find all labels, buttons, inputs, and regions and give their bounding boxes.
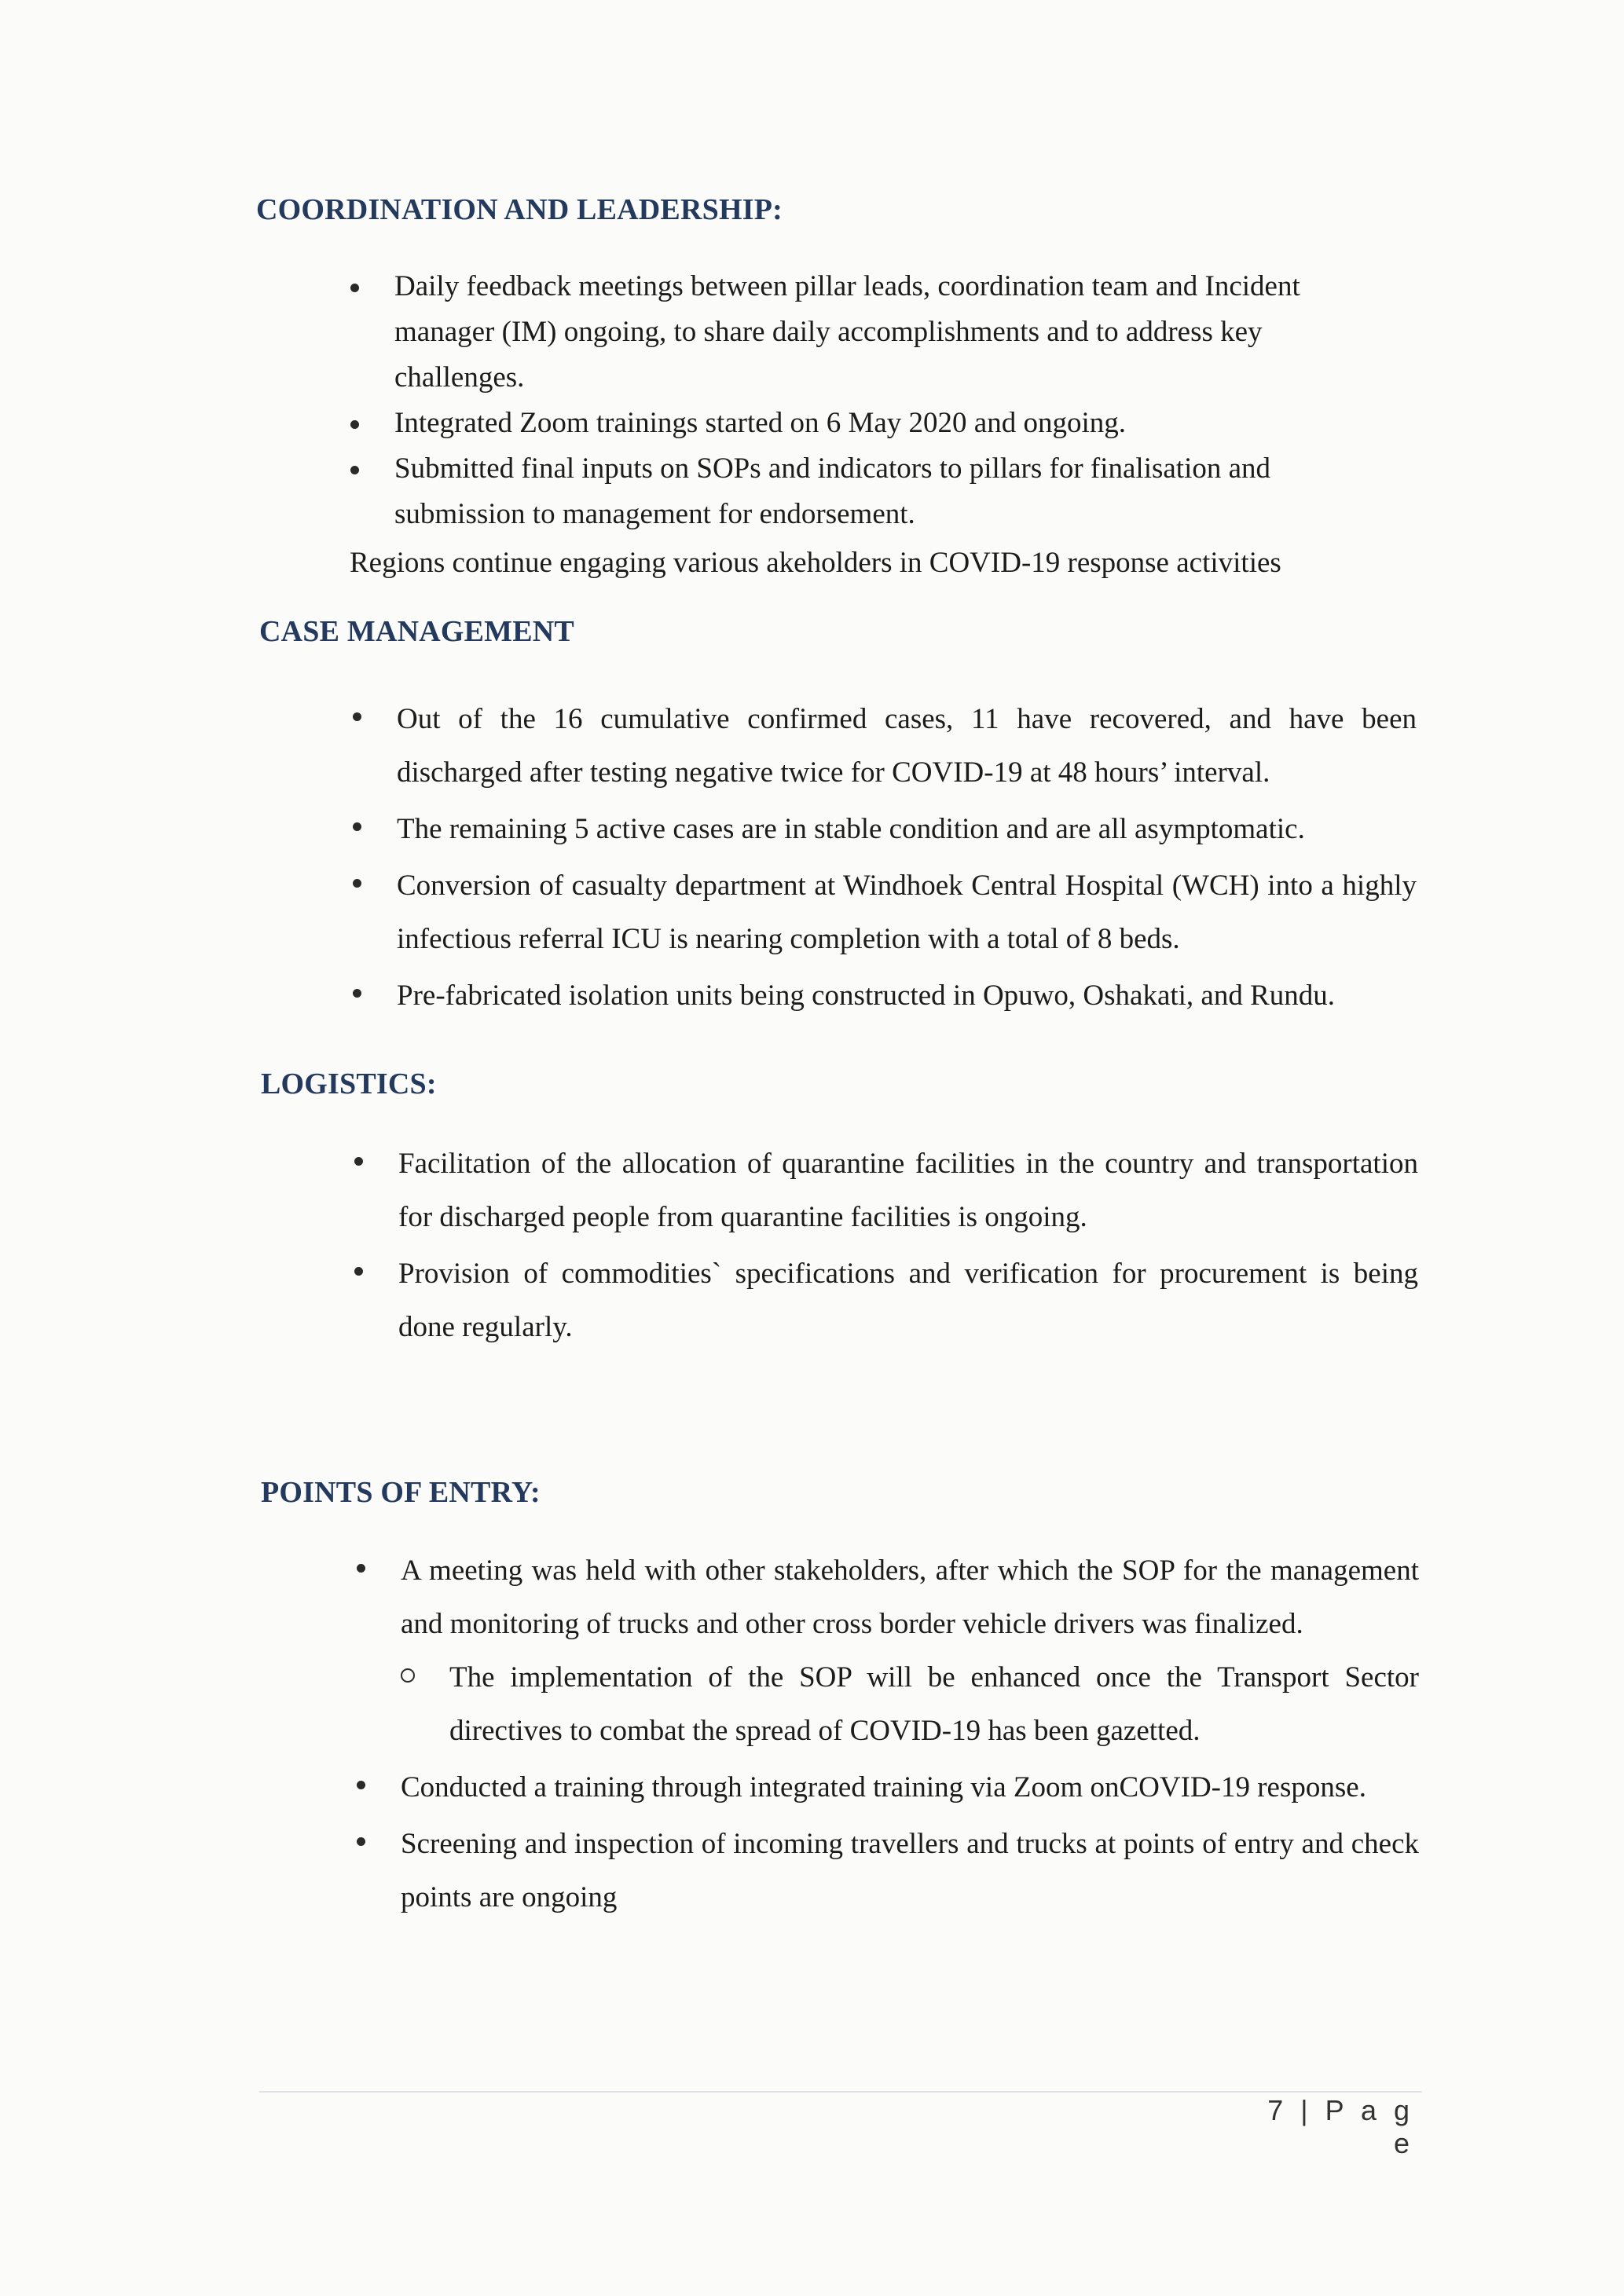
list-item: Facilitation of the allocation of quarantine facilities in the country and transportation for discharged people from quarantine facilities is ongoing.	[350, 1137, 1418, 1244]
list-item: Conducted a training through integrated training via Zoom onCOVID-19 response.	[352, 1761, 1419, 1814]
case-management-list	[348, 693, 1417, 1026]
coordination-list	[346, 264, 1359, 537]
logistics-list	[350, 1137, 1418, 1357]
bullet-icon	[353, 822, 361, 831]
section-heading-case-management: CASE MANAGEMENT	[259, 615, 574, 648]
circle-bullet-icon	[401, 1668, 415, 1683]
bullet-icon	[354, 1267, 363, 1276]
points-of-entry-list	[352, 1544, 1419, 1928]
bullet-icon	[354, 1157, 363, 1166]
list-item: The remaining 5 active cases are in stable condition and are all asymptomatic.	[348, 803, 1417, 856]
list-item: Conversion of casualty department at Windhoek Central Hospital (WCH) into a highly infectious referral ICU is nearing completion with a total of 8 beds.	[348, 859, 1417, 966]
list-item: Integrated Zoom trainings started on 6 May 2020 and ongoing.	[346, 401, 1359, 446]
footer-divider	[259, 2091, 1422, 2093]
section-heading-points-of-entry: POINTS OF ENTRY:	[261, 1476, 541, 1509]
list-item: Out of the 16 cumulative confirmed cases, 11 have recovered, and have been discharged after testing negative twice for COVID-19 at 48 hours’ interval.	[348, 693, 1417, 800]
list-item: Screening and inspection of incoming travellers and trucks at points of entry and check points are ongoing	[352, 1818, 1419, 1924]
bullet-icon	[357, 1564, 365, 1573]
bullet-icon	[350, 284, 359, 292]
bullet-icon	[350, 466, 359, 474]
list-item: Pre-fabricated isolation units being constructed in Opuwo, Oshakati, and Rundu.	[348, 969, 1417, 1023]
bullet-icon	[353, 712, 361, 721]
section-heading-coordination: COORDINATION AND LEADERSHIP:	[256, 193, 783, 226]
regions-paragraph: Regions continue engaging various akeholders in COVID-19 response activities	[350, 547, 1281, 579]
bullet-icon	[353, 879, 361, 888]
section-heading-logistics: LOGISTICS:	[261, 1067, 437, 1100]
bullet-icon	[353, 989, 361, 998]
list-item: A meeting was held with other stakeholders, after which the SOP for the management and monitoring of trucks and other cross border vehicle drivers was finalized. The implementation of the SOP will be enhanced once the Transport Sector directives to combat the spread of COVID-19 has been gazetted.	[352, 1544, 1419, 1758]
sub-list-item: The implementation of the SOP will be enhanced once the Transport Sector directives to combat the spread of COVID-19 has been gazetted.	[352, 1651, 1419, 1758]
bullet-icon	[350, 420, 359, 429]
page-number: 7 | P a g e	[1267, 2094, 1414, 2159]
list-item: Provision of commodities` specifications and verification for procurement is being done regularly.	[350, 1247, 1418, 1354]
bullet-icon	[357, 1837, 365, 1846]
list-item: Daily feedback meetings between pillar leads, coordination team and Incident manager (IM) ongoing, to share daily accomplishments and to address key challenges.	[346, 264, 1359, 401]
list-item: Submitted final inputs on SOPs and indicators to pillars for finalisation and submission to management for endorsement.	[346, 446, 1359, 537]
bullet-icon	[357, 1781, 365, 1789]
